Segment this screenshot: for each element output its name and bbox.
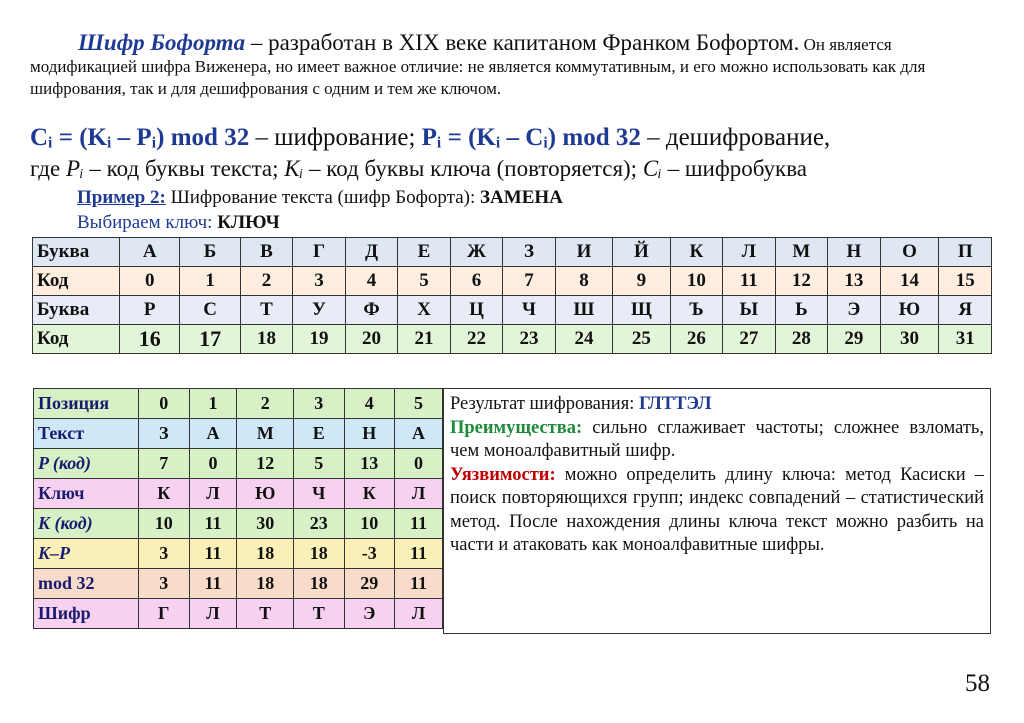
table-cell: Э — [344, 599, 395, 629]
table-cell: 7 — [503, 267, 556, 296]
decryption-formula: Pᵢ = (Kᵢ – Cᵢ) mod 32 — [421, 124, 641, 151]
table-cell: 25 — [613, 325, 670, 354]
table-cell: Р — [120, 296, 180, 325]
table-cell: 5 — [294, 449, 345, 479]
table-cell: 13 — [828, 267, 881, 296]
c-symbol: Cᵢ — [642, 156, 662, 181]
row-label: Код — [33, 325, 120, 354]
example-word: ЗАМЕНА — [480, 187, 563, 208]
table-cell: С — [180, 296, 240, 325]
table-cell: 3 — [139, 539, 190, 569]
cipher-row — [34, 479, 443, 509]
table-cell: З — [503, 238, 556, 267]
result-box — [443, 388, 991, 634]
table-cell: Л — [395, 479, 443, 509]
table-cell: Б — [180, 238, 240, 267]
table-cell: Ф — [345, 296, 398, 325]
table-cell: Д — [345, 238, 398, 267]
table-cell: 0 — [189, 449, 237, 479]
table-cell: Е — [398, 238, 451, 267]
encryption-label: – шифрование; — [249, 124, 422, 151]
table-cell: 15 — [939, 267, 992, 296]
row-label: Шифр — [34, 599, 139, 629]
table-cell: Ю — [880, 296, 939, 325]
table-cell: Т — [294, 599, 345, 629]
table-cell: 1 — [189, 389, 237, 419]
table-cell: А — [395, 419, 443, 449]
example-title — [77, 187, 563, 209]
table-cell: 12 — [237, 449, 294, 479]
table-cell: 3 — [294, 389, 345, 419]
table-cell: 21 — [398, 325, 451, 354]
row-label: Текст — [34, 419, 139, 449]
table-cell: Т — [240, 296, 293, 325]
cipher-origin: – разработан в XIX веке капитаном Франком Бофортом. — [245, 30, 800, 55]
example-label: Пример 2: — [77, 187, 166, 208]
table-cell: 3 — [139, 569, 190, 599]
table-cell: 30 — [237, 509, 294, 539]
row-label: Позиция — [34, 389, 139, 419]
table-cell: 27 — [723, 325, 776, 354]
table-cell: 17 — [180, 325, 240, 354]
table-cell: 16 — [120, 325, 180, 354]
row-label: Ключ — [34, 479, 139, 509]
table-cell: Э — [828, 296, 881, 325]
table-cell: Ъ — [670, 296, 723, 325]
table-cell: 29 — [344, 569, 395, 599]
table-cell: 0 — [139, 389, 190, 419]
c-description: – шифробуква — [661, 156, 807, 181]
table-cell: 11 — [395, 569, 443, 599]
table-cell: 31 — [939, 325, 992, 354]
table-cell: 26 — [670, 325, 723, 354]
table-cell: 23 — [503, 325, 556, 354]
table-cell: 0 — [120, 267, 180, 296]
table-cell: 18 — [237, 539, 294, 569]
cipher-row — [34, 569, 443, 599]
alphabet-row — [33, 267, 992, 296]
table-cell: 23 — [294, 509, 345, 539]
table-cell: У — [293, 296, 346, 325]
table-cell: 11 — [189, 509, 237, 539]
table-cell: 5 — [398, 267, 451, 296]
table-cell: 9 — [613, 267, 670, 296]
alphabet-table — [32, 237, 992, 354]
table-cell: 4 — [344, 389, 395, 419]
advantages-label: Преимущества: — [450, 417, 583, 438]
vulnerabilities-text: можно определить длину ключа: метод Касиски – поиск повторяющихся групп; индекс совпадений – статистический метод. После нахождения длины ключа текст можно разбить на части и атаковать как моноалфавитные шифры. — [450, 464, 984, 555]
table-cell: -3 — [344, 539, 395, 569]
table-cell: 13 — [344, 449, 395, 479]
table-cell: Й — [613, 238, 670, 267]
table-cell: З — [139, 419, 190, 449]
page-number: 58 — [965, 670, 990, 697]
table-cell: 18 — [240, 325, 293, 354]
table-cell: Ч — [503, 296, 556, 325]
row-label: Буква — [33, 238, 120, 267]
table-cell: 19 — [293, 325, 346, 354]
cipher-row — [34, 419, 443, 449]
row-label: mod 32 — [34, 569, 139, 599]
key-line — [77, 212, 280, 234]
k-description: – код буквы ключа (повторяется); — [303, 156, 643, 181]
row-label: Код — [33, 267, 120, 296]
cipher-row — [34, 449, 443, 479]
table-cell: Т — [237, 599, 294, 629]
table-cell: 11 — [395, 539, 443, 569]
where-word: где — [30, 156, 66, 181]
result-label: Результат шифрования: — [450, 394, 639, 414]
table-cell: 12 — [775, 267, 828, 296]
table-cell: Л — [395, 599, 443, 629]
table-cell: И — [555, 238, 612, 267]
intro-paragraph — [30, 32, 995, 100]
table-cell: Ч — [294, 479, 345, 509]
encryption-formula: Cᵢ = (Kᵢ – Pᵢ) mod 32 — [30, 124, 250, 151]
table-cell: Ы — [723, 296, 776, 325]
table-cell: М — [775, 238, 828, 267]
decryption-label: – дешифрование, — [640, 124, 831, 151]
table-cell: А — [120, 238, 180, 267]
table-cell: Ь — [775, 296, 828, 325]
cipher-description: Он является модификацией шифра Виженера, но имеет важное отличие: не является коммутативным, и его можно использовать как для шифрования, так и для дешифрования с одним и тем же ключом. — [30, 35, 926, 98]
row-label: P (код) — [34, 449, 139, 479]
table-cell: К — [344, 479, 395, 509]
table-cell: 28 — [775, 325, 828, 354]
table-cell: Щ — [613, 296, 670, 325]
cipher-name: Шифр Бофорта — [78, 30, 246, 55]
row-label: K–P — [34, 539, 139, 569]
table-cell: 4 — [345, 267, 398, 296]
cipher-table — [33, 388, 443, 629]
table-cell: 24 — [555, 325, 612, 354]
table-cell: Ш — [555, 296, 612, 325]
table-cell: 14 — [880, 267, 939, 296]
table-cell: 10 — [344, 509, 395, 539]
table-cell: Ц — [450, 296, 503, 325]
k-symbol: Kᵢ — [284, 156, 304, 181]
advantages-text: сильно сглаживает частоты; сложнее взломать, чем моноалфавитный шифр. — [450, 417, 984, 461]
table-cell: Х — [398, 296, 451, 325]
cipher-row — [34, 509, 443, 539]
cipher-row — [34, 389, 443, 419]
table-cell: 7 — [139, 449, 190, 479]
table-cell: П — [939, 238, 992, 267]
table-cell: Н — [344, 419, 395, 449]
table-cell: 22 — [450, 325, 503, 354]
cipher-row — [34, 539, 443, 569]
table-cell: 10 — [670, 267, 723, 296]
alphabet-row — [33, 238, 992, 267]
table-cell: В — [240, 238, 293, 267]
table-cell: М — [237, 419, 294, 449]
table-cell: 11 — [189, 539, 237, 569]
result-value: ГЛТТЭЛ — [638, 394, 712, 414]
legend-line — [30, 156, 807, 182]
table-cell: 20 — [345, 325, 398, 354]
table-cell: А — [189, 419, 237, 449]
table-cell: 10 — [139, 509, 190, 539]
row-label: Буква — [33, 296, 120, 325]
table-cell: Л — [723, 238, 776, 267]
alphabet-row — [33, 325, 992, 354]
table-cell: О — [880, 238, 939, 267]
table-cell: К — [670, 238, 723, 267]
table-cell: Е — [294, 419, 345, 449]
table-cell: Ж — [450, 238, 503, 267]
table-cell: 5 — [395, 389, 443, 419]
row-label: K (код) — [34, 509, 139, 539]
table-cell: 0 — [395, 449, 443, 479]
table-cell: Г — [293, 238, 346, 267]
table-cell: Я — [939, 296, 992, 325]
formula-line — [30, 124, 830, 152]
table-cell: Н — [828, 238, 881, 267]
table-cell: 1 — [180, 267, 240, 296]
p-description: – код буквы текста; — [83, 156, 285, 181]
table-cell: 3 — [293, 267, 346, 296]
table-cell: 11 — [189, 569, 237, 599]
table-cell: 11 — [395, 509, 443, 539]
table-cell: 2 — [237, 389, 294, 419]
table-cell: Г — [139, 599, 190, 629]
p-symbol: Pᵢ — [65, 156, 84, 181]
table-cell: 8 — [555, 267, 612, 296]
table-cell: 30 — [880, 325, 939, 354]
key-label: Выбираем ключ: — [77, 212, 218, 233]
table-cell: 29 — [828, 325, 881, 354]
table-cell: 18 — [294, 539, 345, 569]
alphabet-row — [33, 296, 992, 325]
table-cell: Ю — [237, 479, 294, 509]
cipher-row — [34, 599, 443, 629]
table-cell: Л — [189, 479, 237, 509]
table-cell: 2 — [240, 267, 293, 296]
table-cell: К — [139, 479, 190, 509]
table-cell: 18 — [294, 569, 345, 599]
example-text: Шифрование текста (шифр Бофорта): — [165, 187, 481, 208]
key-value: КЛЮЧ — [217, 212, 280, 233]
vulnerabilities-label: Уязвимости: — [450, 464, 556, 485]
table-cell: 18 — [237, 569, 294, 599]
table-cell: Л — [189, 599, 237, 629]
table-cell: 6 — [450, 267, 503, 296]
table-cell: 11 — [723, 267, 776, 296]
